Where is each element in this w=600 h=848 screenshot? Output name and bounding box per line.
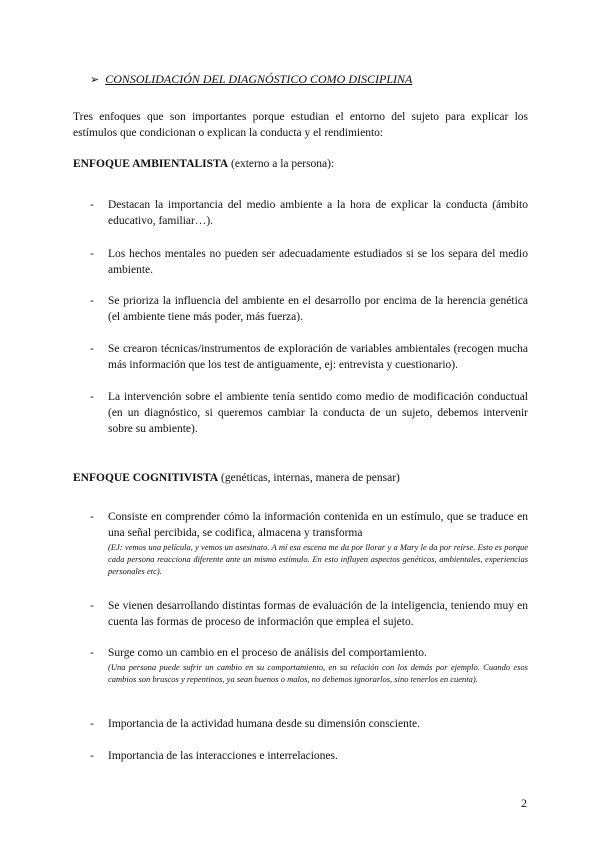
list-item-text: Surge como un cambio en el proceso de análisis del comportamiento. [108, 647, 427, 659]
dash-bullet: - [90, 343, 94, 355]
dash-bullet: - [90, 750, 94, 762]
dash-bullet: - [90, 600, 94, 612]
list-item [90, 645, 528, 685]
list-item-text: La intervención sobre el ambiente tenía sentido como medio de modificación conductual (en un diagnóstico, si queremos cambiar la conducta de un sujeto, debemos intervenir sobre su ambiente). [108, 391, 528, 435]
list-item-text: Importancia de las interacciones e interrelaciones. [108, 750, 338, 762]
list-item [90, 197, 528, 229]
list-item-text: Se crearon técnicas/instrumentos de exploración de variables ambientales (recogen mucha más información que los test de antiguamente, ej: entrevista y cuestionario). [108, 343, 528, 371]
list-item [90, 509, 528, 577]
dash-bullet: - [90, 391, 94, 403]
section-title-bold: ENFOQUE AMBIENTALISTA [73, 158, 229, 170]
list-item [90, 293, 528, 325]
list-item-text: Destacan la importancia del medio ambiente a la hora de explicar la conducta (ámbito educativo, familiar…). [108, 199, 528, 227]
list-item [90, 748, 528, 764]
example-note: (Una persona puede sufrir un cambio en su comportamiento, en su relación con los demás por ejemplo. Cuando esos cambios son bruscos y repentinos, ya sean buenos o malos, no debemos ignorarlos, sino tenerlos en cuenta). [108, 662, 528, 684]
example-note: (EJ: vemos una película, y vemos un asesinato. A mí esa escena me da por llorar y a Mary le da por reírse. Esto es porque cada persona reacciona diferente ante un mismo estímulo. En esto influyen aspectos genéticos, ambientales, experiencias personales etc). [108, 542, 528, 576]
list-item [90, 598, 528, 630]
list-item [90, 246, 528, 278]
list-item [90, 341, 528, 373]
list-item-text: Importancia de la actividad humana desde su dimensión consciente. [108, 718, 420, 730]
section-subtitle: (externo a la persona): [228, 158, 335, 170]
list-item-text: Se vienen desarrollando distintas formas de evaluación de la inteligencia, teniendo muy en cuenta las formas de proceso de información que emplea el sujeto. [108, 600, 528, 628]
page-number: 2 [521, 796, 527, 810]
dash-bullet: - [90, 511, 94, 523]
dash-bullet: - [90, 199, 94, 211]
section-heading [90, 72, 412, 87]
dash-bullet: - [90, 295, 94, 307]
section-title-cognitivista [73, 472, 400, 484]
arrow-bullet-icon: ➢ [90, 74, 100, 86]
dash-bullet: - [90, 718, 94, 730]
section-title-bold: ENFOQUE COGNITIVISTA [73, 472, 219, 484]
intro-paragraph: Tres enfoques que son importantes porque estudian el entorno del sujeto para explicar los estímulos que condicionan o explican la conducta y el rendimiento: [73, 111, 528, 139]
section-title-ambientalista [73, 158, 334, 170]
list-item-text: Los hechos mentales no pueden ser adecuadamente estudiados si se los separa del medio ambiente. [108, 248, 528, 276]
dash-bullet: - [90, 647, 94, 659]
list-item [90, 716, 528, 732]
list-item [90, 389, 528, 437]
dash-bullet: - [90, 248, 94, 260]
section-subtitle: (genéticas, internas, manera de pensar) [218, 472, 400, 484]
heading-title: CONSOLIDACIÓN DEL DIAGNÓSTICO COMO DISCIPLINA [105, 72, 413, 86]
list-item-text: Se prioriza la influencia del ambiente en el desarrollo por encima de la herencia genética (el ambiente tiene más poder, más fuerza). [108, 295, 528, 323]
list-item-text: Consiste en comprender cómo la información contenida en un estímulo, que se traduce en una señal percibida, se codifica, almacena y transforma [108, 511, 528, 539]
